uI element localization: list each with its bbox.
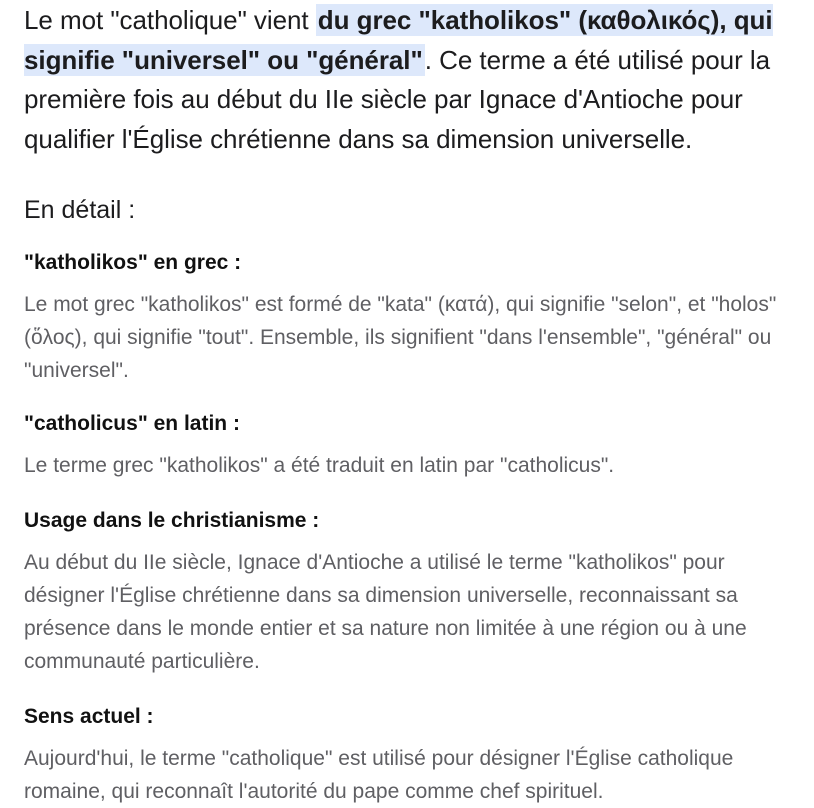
intro-text-after: . Ce terme a été utilisé pour la première fois au début du IIe siècle par Ignace d'Antioche pour qualifier l'Église chrétienne dans sa dimension universelle. [24, 44, 771, 154]
section-heading-current-meaning: Sens actuel : [24, 705, 154, 728]
detail-heading: En détail : [24, 196, 136, 224]
section-current-meaning [24, 704, 792, 808]
intro-paragraph [24, 0, 792, 159]
section-body-greek: Le mot grec "katholikos" est formé de "kata" (κατά), qui signifie "selon", et "holos" (ὅλος), qui signifie "tout". Ensemble, ils signifient "dans l'ensemble", "général" ou "universel". [24, 293, 777, 382]
section-greek [24, 250, 792, 387]
section-heading-christian-usage: Usage dans le christianisme : [24, 509, 320, 532]
section-heading-greek: "katholikos" en grec : [24, 251, 242, 274]
section-body-current-meaning: Aujourd'hui, le terme "catholique" est utilisé pour désigner l'Église catholique romaine, qui reconnaît l'autorité du pape comme chef spirituel. [24, 747, 734, 803]
intro-highlighted-text[interactable]: du grec "katholikos" (καθολικός), qui signifie "universel" ou "général" [24, 5, 773, 75]
section-body-latin: Le terme grec "katholikos" a été traduit en latin par "catholicus". [24, 454, 615, 477]
intro-text-before: Le mot "catholique" vient [24, 5, 316, 35]
section-christian-usage [24, 508, 792, 678]
section-body-christian-usage: Au début du IIe siècle, Ignace d'Antioche a utilisé le terme "katholikos" pour désigner l'Église chrétienne dans sa dimension universelle, reconnaissant sa présence dans le monde entier et sa nature non limitée à une région ou à une communauté particulière. [24, 551, 747, 673]
section-heading-latin: "catholicus" en latin : [24, 412, 240, 435]
section-latin [24, 411, 792, 482]
